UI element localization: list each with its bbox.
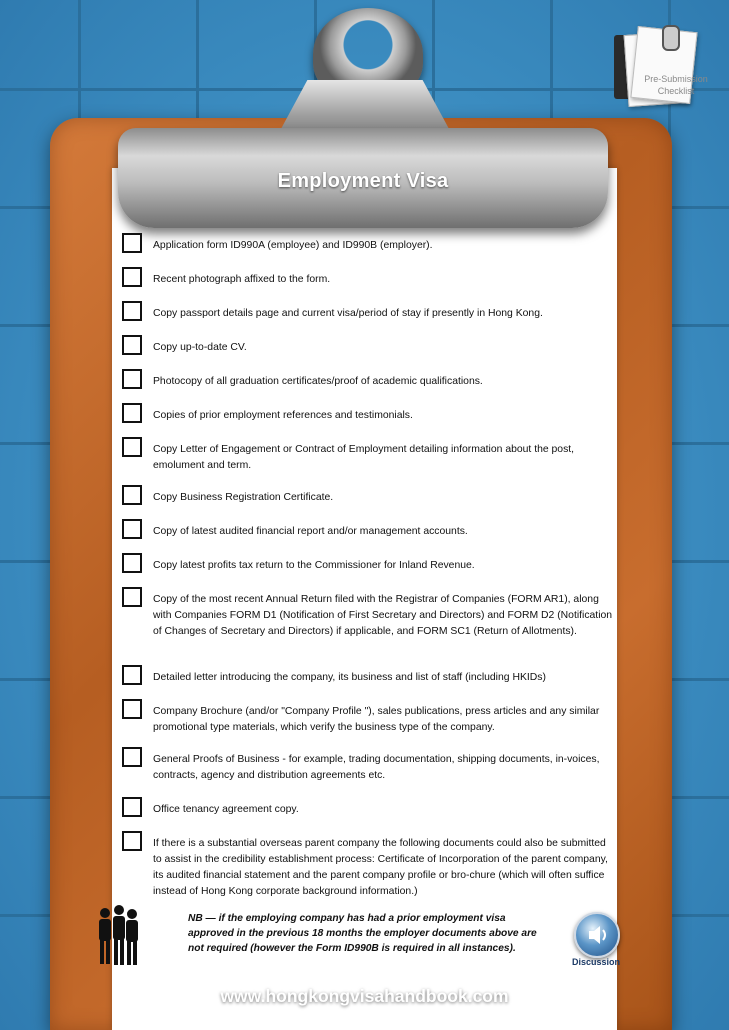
- badge-label: Pre-Submission Checklist: [644, 74, 708, 96]
- speaker-icon: [576, 914, 618, 956]
- checklist-item-text: Copy Letter of Engagement or Contract of Employment detailing information about the post, emolument and term.: [153, 444, 575, 471]
- checklist-checkbox[interactable]: [122, 797, 142, 817]
- checklist-item-text: Copy latest profits tax return to the Commissioner for Inland Revenue.: [153, 560, 475, 571]
- clipboard-checklist-icon: [604, 25, 708, 109]
- checklist-checkbox[interactable]: [122, 369, 142, 389]
- checklist-item-text: Copy passport details page and current visa/period of stay if presently in Hong Kong.: [153, 308, 543, 319]
- checklist-item-text: General Proofs of Business - for example, trading documentation, shipping documents, in-voices, contracts, agency and distribution agreements etc.: [153, 754, 600, 781]
- checklist-checkbox[interactable]: [122, 519, 142, 539]
- checklist-checkbox[interactable]: [122, 485, 142, 505]
- checklist-checkbox[interactable]: [122, 301, 142, 321]
- checklist-item-text: Copy of the most recent Annual Return filed with the Registrar of Companies (FORM AR1), along with Companies FORM D1 (Notification of First Secretary and Directors) and FORM D2 (Notification of Changes of Secretary and Directors) if applicable, and FORM SC1 (Return of Allotments).: [153, 594, 613, 637]
- checklist-checkbox[interactable]: [122, 437, 142, 457]
- checklist-checkbox[interactable]: [122, 403, 142, 423]
- checklist-item-text: Company Brochure (and/or "Company Profile "), sales publications, press articles and any similar promotional type materials, which verify the business type of the company.: [153, 706, 600, 733]
- checklist-checkbox[interactable]: [122, 233, 142, 253]
- checklist-item-text: Copy of latest audited financial report and/or management accounts.: [153, 526, 468, 537]
- checklist-item-text: Office tenancy agreement copy.: [153, 804, 299, 815]
- checklist-checkbox[interactable]: [122, 267, 142, 287]
- checklist-item-text: Application form ID990A (employee) and ID990B (employer).: [153, 240, 433, 251]
- checklist-checkbox[interactable]: [122, 699, 142, 719]
- checklist-item-text: Recent photograph affixed to the form.: [153, 274, 331, 285]
- business-people-silhouette-icon: [95, 903, 143, 969]
- checklist-checkbox[interactable]: [122, 587, 142, 607]
- discussion-button[interactable]: [574, 912, 620, 958]
- checklist-item-text: Copy Business Registration Certificate.: [153, 492, 334, 503]
- checklist-item-text: Copies of prior employment references and testimonials.: [153, 410, 413, 421]
- checklist-item-text: Photocopy of all graduation certificates/proof of academic qualifications.: [153, 376, 483, 387]
- checklist-item-text: If there is a substantial overseas parent company the following documents could also be submitted to assist in the credibility establishment process: Certificate of Incorporation of the parent company, its audited financial statement and the parent company profile or bro-chure (which will often suffice instead of Hong Kong corporate background information.): [153, 838, 608, 897]
- checklist-checkbox[interactable]: [122, 831, 142, 851]
- checklist-item-text: Detailed letter introducing the company, its business and list of staff (including HKIDs): [153, 672, 546, 683]
- checklist-checkbox[interactable]: [122, 335, 142, 355]
- footnote: NB — if the employing company has had a prior employment visa approved in the previous 18 months the employer documents above are not required (however the Form ID990B is required in all instances).: [188, 913, 537, 954]
- checklist-item-text: Copy up-to-date CV.: [153, 342, 247, 353]
- website-url[interactable]: www.hongkongvisahandbook.com: [220, 986, 509, 1006]
- checklist-checkbox[interactable]: [122, 553, 142, 573]
- discussion-label[interactable]: Discussion: [571, 957, 620, 967]
- page-title: Employment Visa: [277, 170, 449, 192]
- checklist-checkbox[interactable]: [122, 747, 142, 767]
- checklist-checkbox[interactable]: [122, 665, 142, 685]
